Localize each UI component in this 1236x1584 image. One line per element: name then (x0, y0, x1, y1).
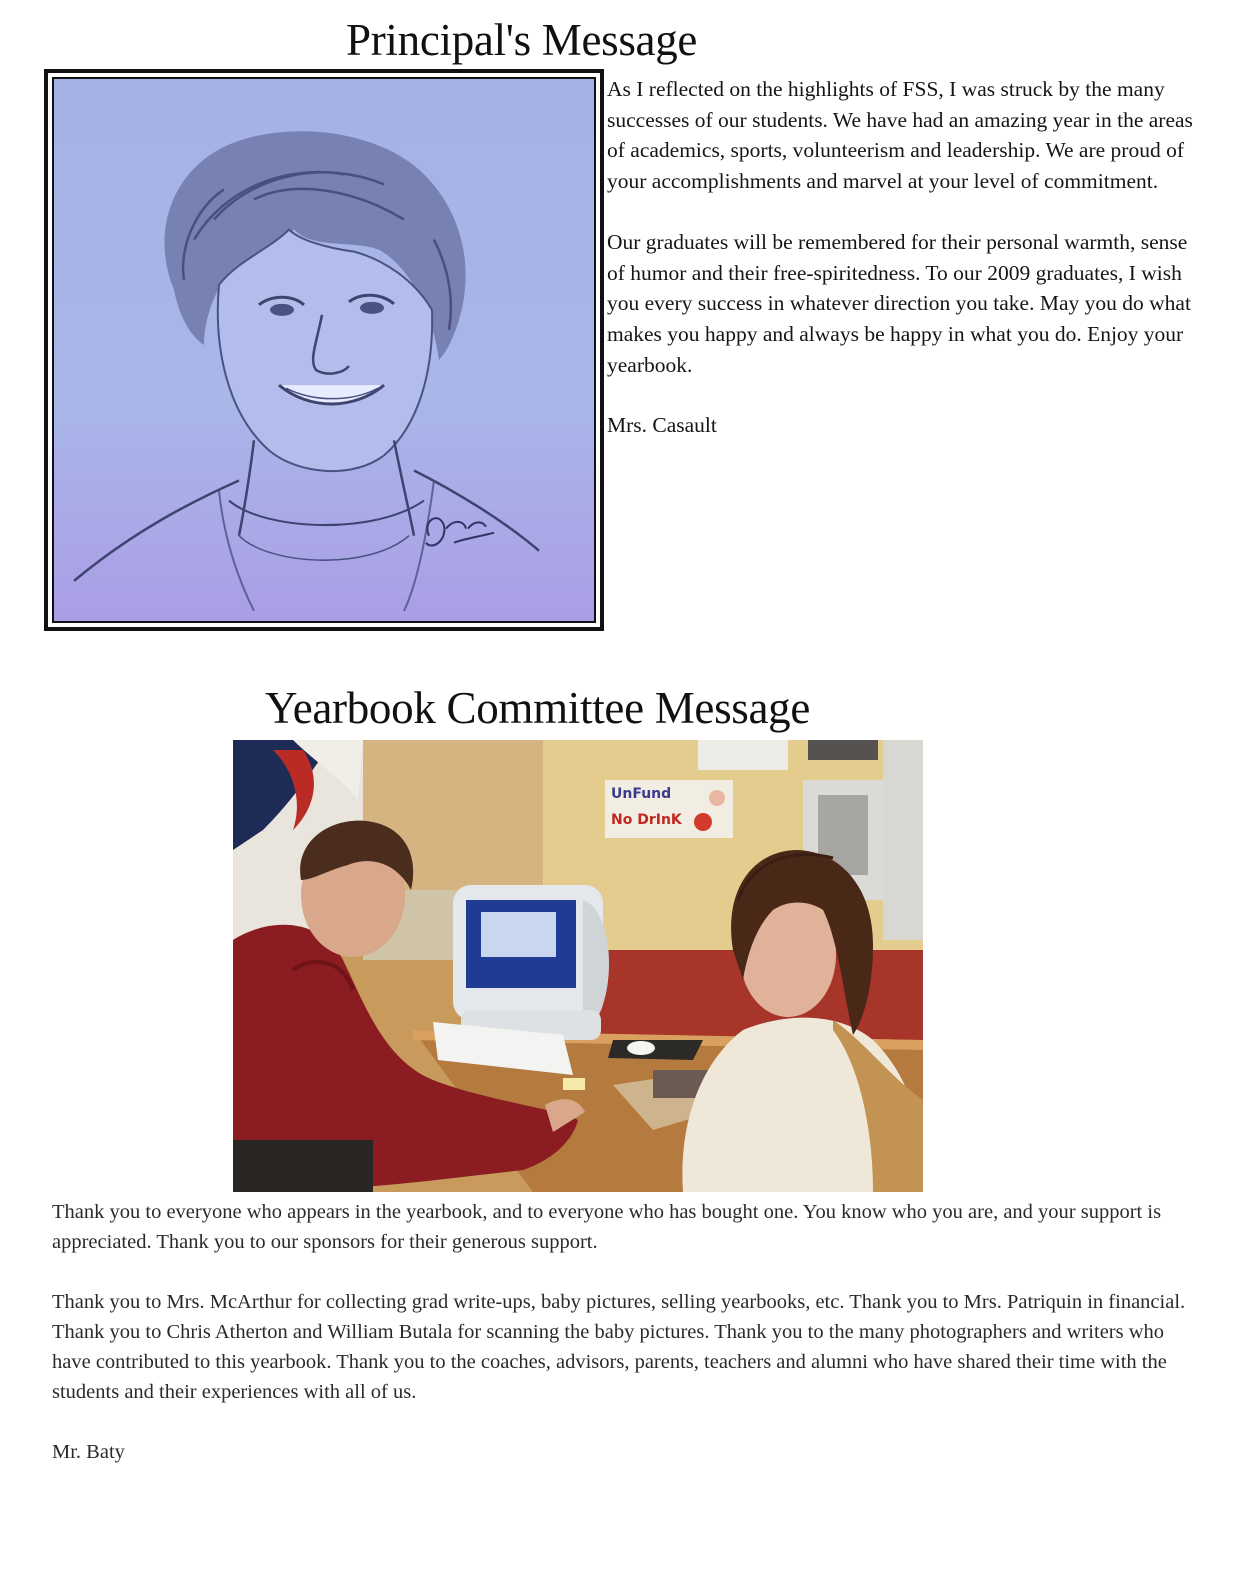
committee-heading: Yearbook Committee Message (265, 683, 811, 733)
committee-message-body (52, 1197, 1202, 1467)
two-students-at-computer-photo-icon (233, 740, 923, 1192)
principal-heading: Principal's Message (346, 15, 698, 65)
committee-paragraph-1: Thank you to everyone who appears in the yearbook, and to everyone who has bought one. You know who you are, and your support is appreciated. Thank you to our sponsors for their generous support. (52, 1201, 1162, 1253)
pencil-portrait-sketch-icon (54, 79, 594, 621)
principal-paragraph-2: Our graduates will be remembered for their personal warmth, sense of humor and their free-spiritedness. To our 2009 graduates, I wish you every success in whatever direction you take. May you do what makes you happy and always be happy in what you do. Enjoy your yearbook. (607, 229, 1191, 377)
committee-signature: Mr. Baty (52, 1441, 125, 1463)
committee-photo (233, 740, 923, 1192)
principal-signature: Mrs. Casault (607, 413, 717, 438)
principal-message-body (607, 74, 1207, 441)
principal-portrait-frame (44, 69, 604, 631)
sign-line-1: UnFund (611, 786, 672, 802)
sign-line-2: No DrInK (611, 812, 682, 828)
principal-paragraph-1: As I reflected on the highlights of FSS, I was struck by the many successes of our students. We have had an amazing year in the areas of academics, sports, volunteerism and leadership. We are proud of your accomplishments and marvel at your level of commitment. (607, 77, 1193, 194)
committee-paragraph-2: Thank you to Mrs. McArthur for collecting grad write-ups, baby pictures, selling yearbooks, etc. Thank you to Mrs. Patriquin in financial. Thank you to Chris Atherton and William Butala for scanning the baby pictures. Thank you to the many photographers and writers who have contributed to this yearbook. Thank you to the coaches, advisors, parents, teachers and alumni who have shared their time with the students and their experiences with all of us. (52, 1291, 1186, 1403)
